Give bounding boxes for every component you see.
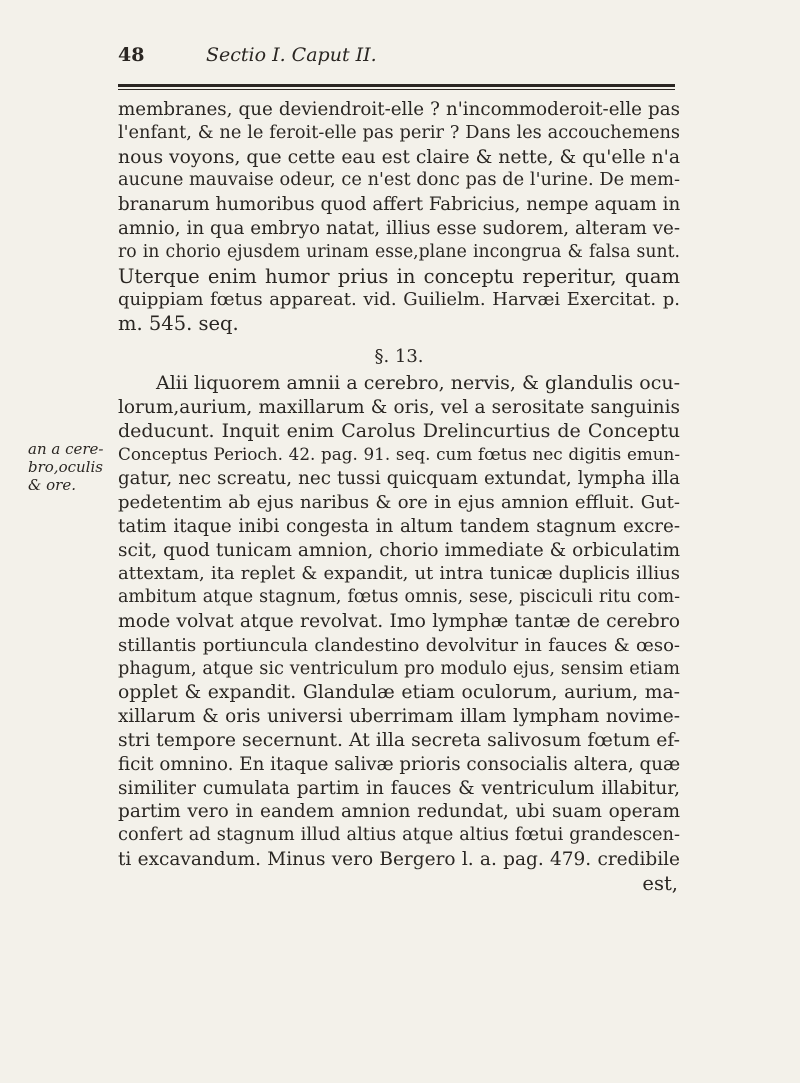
text-line: similiter cumulata partim in fauces & ventriculum illabitur, xyxy=(118,777,680,799)
text-line: partim vero in eandem amnion redundat, ubi suam operam xyxy=(118,801,680,823)
text-line: amnio, in qua embryo natat, illius esse sudorem, alteram ve- xyxy=(118,217,680,239)
body-text xyxy=(118,98,680,896)
text-line: deducunt. Inquit enim Carolus Drelincurtius de Conceptu xyxy=(118,419,680,442)
margin-note xyxy=(28,440,108,494)
text-line: Conceptus Perioch. 42. pag. 91. seq. cum fœtus nec digitis emun- xyxy=(118,444,680,465)
text-line: aucune mauvaise odeur, ce n'est donc pas de l'urine. De mem- xyxy=(118,170,680,191)
text-line: confert ad stagnum illud altius atque altius fœtui grandescen- xyxy=(118,825,680,846)
text-line: xillarum & oris universi uberrimam illam lympham novime- xyxy=(118,706,680,728)
text-line: pedetentim ab ejus naribus & ore in ejus amnion effluit. Gut- xyxy=(118,491,680,513)
header-rule xyxy=(118,84,675,87)
text-line: lorum,aurium, maxillarum & oris, vel a serositate sanguinis xyxy=(118,396,680,418)
text-line: branarum humoribus quod affert Fabricius, nempe aquam in xyxy=(118,194,681,216)
margin-note-line: bro,oculis xyxy=(28,458,103,476)
text-line: ti excavandum. Minus vero Bergero l. a. pag. 479. credibile xyxy=(118,848,680,870)
text-line: tatim itaque inibi congesta in altum tandem stagnum excre- xyxy=(118,515,680,537)
text-line: Alii liquorem amnii a cerebro, nervis, & glandulis ocu- xyxy=(156,371,680,394)
text-line: ro in chorio ejusdem urinam esse,plane incongrua & falsa sunt. xyxy=(118,241,680,262)
catchword: est, xyxy=(642,871,678,895)
text-line: attextam, ita replet & expandit, ut intra tunicæ duplicis illius xyxy=(118,563,680,585)
text-line: stri tempore secernunt. At illa secreta salivosum fœtum ef- xyxy=(118,729,680,751)
text-line: Uterque enim humor prius in conceptu reperitur, quam xyxy=(118,264,680,288)
text-line: ficit omnino. En itaque salivæ prioris consocialis altera, quæ xyxy=(118,753,681,775)
text-line: scit, quod tunicam amnion, chorio immediate & orbiculatim xyxy=(118,539,680,561)
running-head: Sectio I. Caput II. xyxy=(206,44,377,66)
text-line: membranes, que deviendroit-elle ? n'incommoderoit-elle pas xyxy=(118,99,680,120)
header-rule-thin xyxy=(118,89,675,90)
paragraph-2 xyxy=(118,372,680,872)
text-line: quippiam fœtus appareat. vid. Guilielm. Harvæi Exercitat. p. xyxy=(118,289,680,311)
text-line: stillantis portiuncula clandestino devolvitur in fauces & œso- xyxy=(118,634,680,656)
text-line: phagum, atque sic ventriculum pro modulo ejus, sensim etiam xyxy=(118,658,680,679)
section-mark: §. 13. xyxy=(374,345,424,367)
page-number: 48 xyxy=(118,44,145,66)
text-line: ambitum atque stagnum, fœtus omnis, sese, pisciculi ritu com- xyxy=(118,587,680,608)
margin-note-line: an a cere- xyxy=(28,440,104,458)
text-line: gatur, nec screatu, nec tussi quicquam extundat, lympha illa xyxy=(118,468,680,490)
text-line: nous voyons, que cette eau est claire & nette, & qu'elle n'a xyxy=(118,146,680,168)
page-header xyxy=(118,44,678,74)
paragraph-1 xyxy=(118,98,680,336)
margin-note-line: & ore. xyxy=(28,476,76,494)
text-line: opplet & expandit. Glandulæ etiam oculorum, aurium, ma- xyxy=(118,682,680,704)
text-line: l'enfant, & ne le feroit-elle pas perir ? Dans les accouchemens xyxy=(118,122,680,143)
text-line: mode volvat atque revolvat. Imo lymphæ tantæ de cerebro xyxy=(118,610,680,632)
text-line: m. 545. seq. xyxy=(118,312,239,336)
